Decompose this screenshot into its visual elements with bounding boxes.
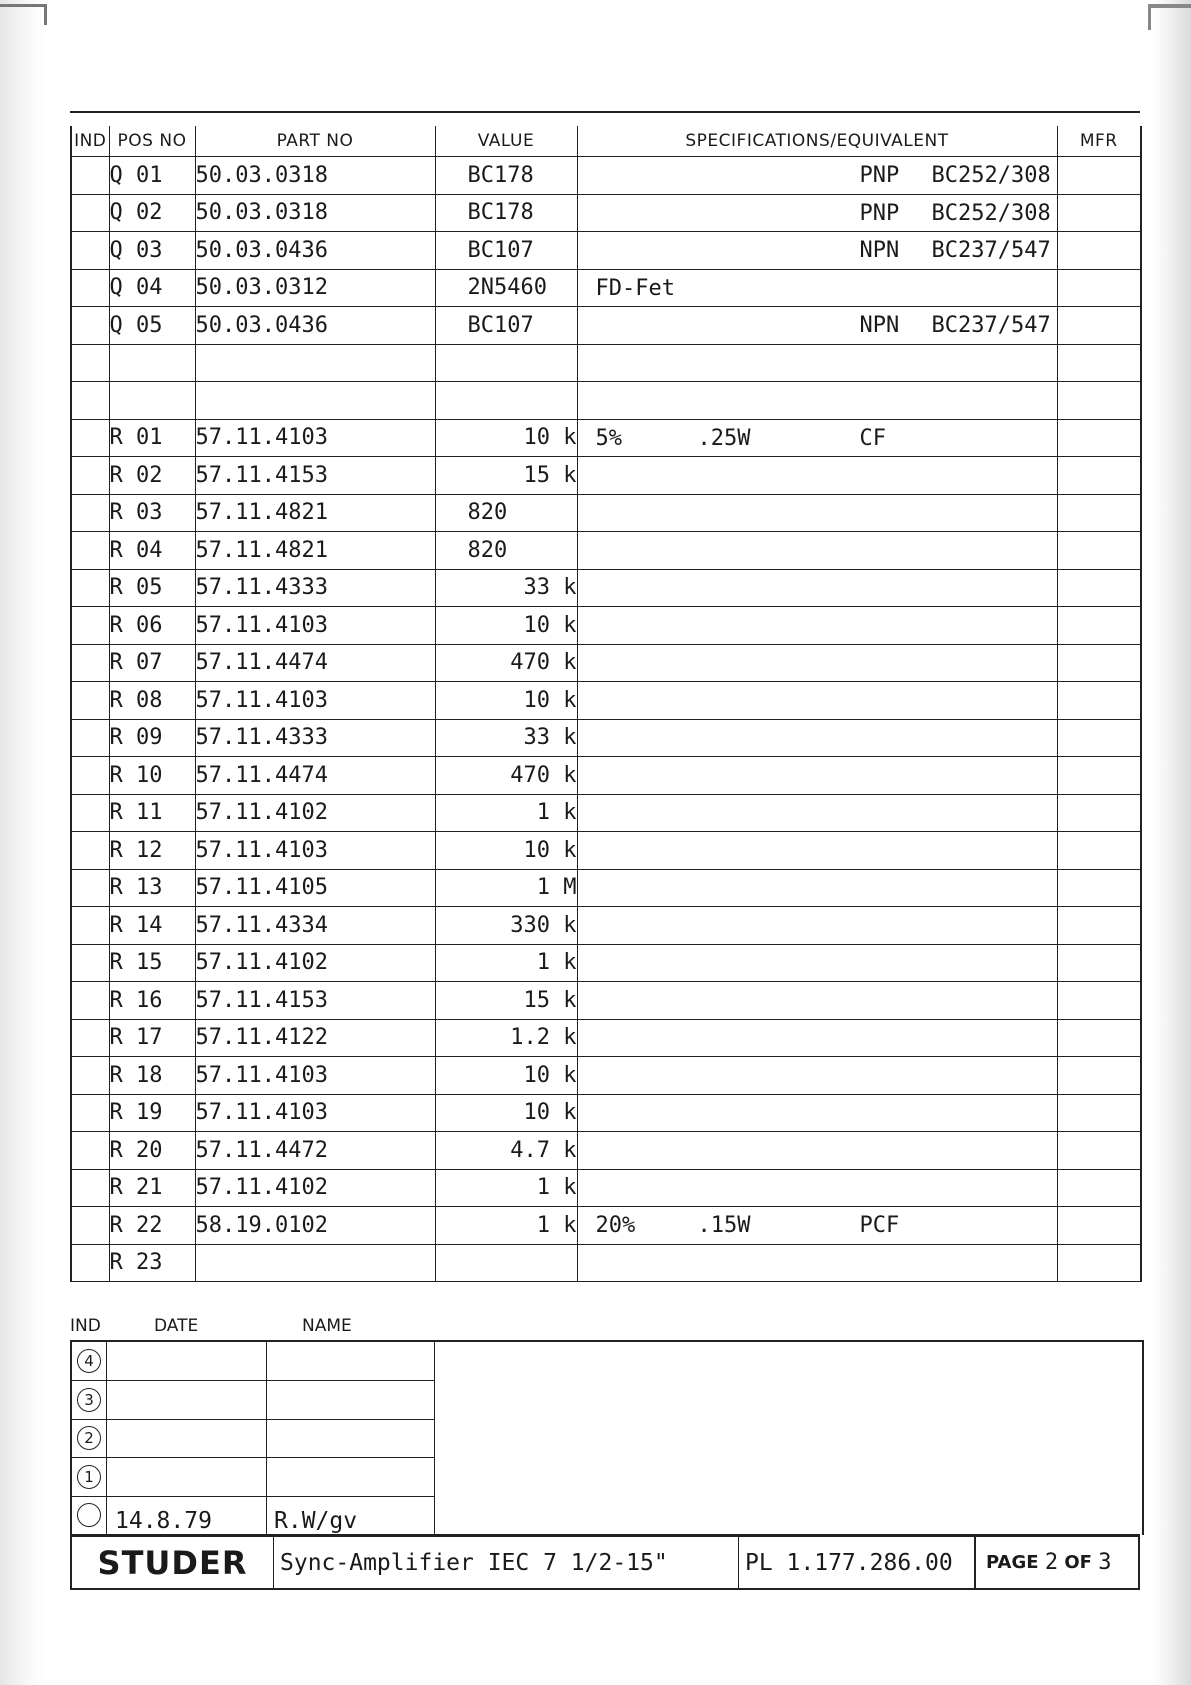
table-row — [71, 569, 1141, 607]
cell-part-no: 50.03.0436 — [195, 307, 435, 345]
table-row — [71, 1244, 1141, 1282]
cell-pos-no: R 03 — [109, 494, 195, 532]
studer-logo: STUDER — [72, 1537, 274, 1588]
spec-tolerance: 20% — [595, 1213, 636, 1238]
cell-mfr — [1057, 569, 1141, 607]
cell-specifications — [577, 1244, 1057, 1282]
cell-specifications — [577, 1019, 1057, 1057]
cell-part-no: 57.11.4103 — [195, 607, 435, 645]
spec-equivalent: BC252/308 — [931, 163, 1051, 188]
table-row — [71, 494, 1141, 532]
scan-corner-mark — [0, 4, 47, 25]
page-indicator — [976, 1537, 1137, 1588]
spec-wattage: .25W — [697, 425, 751, 451]
table-header-row — [71, 126, 1141, 157]
revision-name — [268, 1342, 435, 1380]
header-part-no: PART NO — [195, 126, 435, 157]
cell-pos-no — [109, 382, 195, 420]
revision-index-circle: 2 — [77, 1426, 101, 1450]
cell-specifications — [577, 532, 1057, 570]
revision-date — [107, 1342, 267, 1380]
cell-ind — [71, 1132, 109, 1170]
cell-specifications — [577, 569, 1057, 607]
cell-specifications — [577, 907, 1057, 945]
table-row — [71, 757, 1141, 795]
cell-specifications — [577, 757, 1057, 795]
top-rule — [70, 111, 1140, 113]
cell-pos-no — [109, 344, 195, 382]
cell-mfr — [1057, 907, 1141, 945]
cell-ind — [71, 494, 109, 532]
cell-ind — [71, 682, 109, 720]
cell-ind — [71, 157, 109, 195]
cell-value: 10 k — [435, 607, 577, 645]
table-row — [71, 982, 1141, 1020]
table-row — [71, 644, 1141, 682]
revision-name: R.W/gv — [268, 1496, 435, 1534]
cell-specifications — [577, 832, 1057, 870]
cell-specifications — [577, 1057, 1057, 1095]
table-row — [71, 419, 1141, 457]
revision-date — [107, 1419, 267, 1457]
table-row — [71, 719, 1141, 757]
cell-pos-no: Q 04 — [109, 269, 195, 307]
cell-pos-no: R 08 — [109, 682, 195, 720]
table-row — [71, 832, 1141, 870]
cell-specifications — [577, 494, 1057, 532]
cell-value: 10 k — [435, 1094, 577, 1132]
revision-index-circle — [77, 1503, 101, 1527]
cell-mfr — [1057, 1207, 1141, 1245]
cell-value: 4.7 k — [435, 1132, 577, 1170]
table-row — [71, 1169, 1141, 1207]
cell-value: 1 k — [435, 1207, 577, 1245]
cell-mfr — [1057, 269, 1141, 307]
cell-mfr — [1057, 682, 1141, 720]
table-row — [71, 869, 1141, 907]
cell-ind — [71, 269, 109, 307]
cell-pos-no: R 20 — [109, 1132, 195, 1170]
cell-mfr — [1057, 607, 1141, 645]
cell-ind — [71, 1207, 109, 1245]
revision-row — [72, 1419, 435, 1458]
cell-part-no: 57.11.4474 — [195, 757, 435, 795]
cell-pos-no: R 19 — [109, 1094, 195, 1132]
cell-pos-no: R 18 — [109, 1057, 195, 1095]
cell-ind — [71, 794, 109, 832]
cell-specifications — [577, 232, 1057, 270]
cell-specifications — [577, 869, 1057, 907]
cell-part-no: 58.19.0102 — [195, 1207, 435, 1245]
page-total: 3 — [1098, 1550, 1112, 1575]
cell-value: 820 — [435, 494, 577, 532]
cell-pos-no: R 02 — [109, 457, 195, 495]
revision-name — [268, 1381, 435, 1419]
cell-ind — [71, 869, 109, 907]
cell-ind — [71, 719, 109, 757]
cell-mfr — [1057, 644, 1141, 682]
cell-ind — [71, 982, 109, 1020]
cell-part-no — [195, 382, 435, 420]
spec-tolerance: 5% — [595, 425, 622, 451]
cell-part-no: 57.11.4122 — [195, 1019, 435, 1057]
cell-pos-no: Q 02 — [109, 194, 195, 232]
cell-specifications — [577, 307, 1057, 345]
cell-mfr — [1057, 382, 1141, 420]
spec-equivalent: BC237/547 — [931, 313, 1051, 338]
revision-index-circle: 1 — [77, 1465, 101, 1489]
cell-specifications — [577, 944, 1057, 982]
cell-specifications — [577, 457, 1057, 495]
cell-value: 820 — [435, 532, 577, 570]
parts-list-body — [71, 157, 1141, 1282]
header-mfr: MFR — [1057, 126, 1141, 157]
cell-part-no: 50.03.0318 — [195, 157, 435, 195]
revision-name — [268, 1419, 435, 1457]
cell-part-no: 57.11.4472 — [195, 1132, 435, 1170]
spec-type: PNP — [859, 163, 900, 188]
cell-value: 1 M — [435, 869, 577, 907]
cell-value: 470 k — [435, 644, 577, 682]
cell-value: 10 k — [435, 832, 577, 870]
cell-pos-no: R 11 — [109, 794, 195, 832]
header-value: VALUE — [435, 126, 577, 157]
spec-equivalent: BC237/547 — [931, 238, 1051, 263]
cell-mfr — [1057, 1019, 1141, 1057]
cell-specifications — [577, 194, 1057, 232]
cell-value: BC178 — [435, 194, 577, 232]
page-label: PAGE — [986, 1552, 1039, 1573]
cell-value — [435, 382, 577, 420]
cell-part-no: 57.11.4105 — [195, 869, 435, 907]
revision-row — [72, 1496, 435, 1534]
spec-type: PCF — [859, 1213, 900, 1238]
revision-date — [107, 1381, 267, 1419]
cell-pos-no: R 04 — [109, 532, 195, 570]
revision-header-name: NAME — [302, 1316, 352, 1336]
cell-part-no — [195, 1244, 435, 1282]
cell-specifications — [577, 344, 1057, 382]
cell-part-no: 57.11.4153 — [195, 982, 435, 1020]
cell-pos-no: R 16 — [109, 982, 195, 1020]
table-row — [71, 907, 1141, 945]
cell-value: 1.2 k — [435, 1019, 577, 1057]
cell-pos-no: R 14 — [109, 907, 195, 945]
cell-value: BC107 — [435, 232, 577, 270]
revision-header-ind: IND — [70, 1316, 101, 1336]
cell-part-no: 57.11.4333 — [195, 719, 435, 757]
revision-header-date: DATE — [154, 1316, 199, 1336]
spec-tolerance: FD-Fet — [595, 275, 675, 301]
table-row — [71, 1094, 1141, 1132]
cell-pos-no: R 05 — [109, 569, 195, 607]
cell-mfr — [1057, 982, 1141, 1020]
cell-specifications — [577, 269, 1057, 307]
cell-pos-no: R 12 — [109, 832, 195, 870]
cell-pos-no: R 09 — [109, 719, 195, 757]
cell-part-no: 57.11.4333 — [195, 569, 435, 607]
cell-part-no: 57.11.4103 — [195, 419, 435, 457]
table-row — [71, 532, 1141, 570]
revision-row — [72, 1458, 435, 1497]
table-row — [71, 682, 1141, 720]
cell-ind — [71, 607, 109, 645]
cell-ind — [71, 1094, 109, 1132]
cell-specifications — [577, 982, 1057, 1020]
scan-corner-mark — [1148, 4, 1191, 30]
cell-ind — [71, 907, 109, 945]
cell-specifications — [577, 719, 1057, 757]
cell-mfr — [1057, 532, 1141, 570]
cell-mfr — [1057, 1057, 1141, 1095]
cell-value: 33 k — [435, 719, 577, 757]
cell-pos-no: R 13 — [109, 869, 195, 907]
spec-type: NPN — [859, 238, 900, 263]
cell-specifications — [577, 682, 1057, 720]
cell-ind — [71, 832, 109, 870]
table-row — [71, 194, 1141, 232]
cell-pos-no: R 10 — [109, 757, 195, 795]
cell-part-no: 57.11.4102 — [195, 794, 435, 832]
cell-part-no: 57.11.4153 — [195, 457, 435, 495]
cell-pos-no: Q 03 — [109, 232, 195, 270]
cell-ind — [71, 1244, 109, 1282]
table-row — [71, 1019, 1141, 1057]
cell-pos-no: R 01 — [109, 419, 195, 457]
cell-mfr — [1057, 1132, 1141, 1170]
cell-ind — [71, 194, 109, 232]
cell-part-no: 57.11.4474 — [195, 644, 435, 682]
cell-mfr — [1057, 194, 1141, 232]
revision-name — [268, 1458, 435, 1496]
revision-row — [72, 1381, 435, 1420]
cell-mfr — [1057, 794, 1141, 832]
revision-row — [72, 1342, 435, 1381]
cell-specifications — [577, 382, 1057, 420]
revision-index-cell — [72, 1381, 107, 1419]
cell-part-no: 57.11.4103 — [195, 832, 435, 870]
cell-ind — [71, 532, 109, 570]
cell-ind — [71, 419, 109, 457]
cell-value: BC178 — [435, 157, 577, 195]
table-row — [71, 269, 1141, 307]
cell-part-no: 50.03.0436 — [195, 232, 435, 270]
cell-mfr — [1057, 869, 1141, 907]
cell-value: 1 k — [435, 794, 577, 832]
revision-index-cell — [72, 1496, 107, 1534]
cell-value: 15 k — [435, 457, 577, 495]
cell-ind — [71, 569, 109, 607]
cell-part-no: 57.11.4103 — [195, 682, 435, 720]
cell-ind — [71, 232, 109, 270]
revision-index-cell — [72, 1342, 107, 1380]
cell-part-no: 50.03.0318 — [195, 194, 435, 232]
cell-value: BC107 — [435, 307, 577, 345]
parts-list-table — [70, 126, 1142, 1282]
table-row — [71, 794, 1141, 832]
cell-mfr — [1057, 232, 1141, 270]
cell-part-no: 57.11.4334 — [195, 907, 435, 945]
cell-ind — [71, 307, 109, 345]
cell-value: 330 k — [435, 907, 577, 945]
cell-mfr — [1057, 494, 1141, 532]
cell-mfr — [1057, 944, 1141, 982]
cell-value: 10 k — [435, 419, 577, 457]
table-row — [71, 944, 1141, 982]
cell-part-no: 57.11.4102 — [195, 944, 435, 982]
cell-part-no: 57.11.4103 — [195, 1094, 435, 1132]
spec-wattage: .15W — [697, 1213, 751, 1238]
cell-mfr — [1057, 1244, 1141, 1282]
cell-part-no — [195, 344, 435, 382]
scan-edge-right — [1151, 0, 1191, 1685]
of-label: OF — [1064, 1552, 1092, 1573]
spec-type: NPN — [859, 313, 900, 338]
revision-date — [107, 1458, 267, 1496]
table-row — [71, 457, 1141, 495]
table-row — [71, 1207, 1141, 1245]
cell-mfr — [1057, 1169, 1141, 1207]
cell-ind — [71, 382, 109, 420]
cell-ind — [71, 644, 109, 682]
page-number: 2 — [1044, 1550, 1059, 1575]
spec-type: PNP — [859, 200, 900, 226]
cell-specifications — [577, 644, 1057, 682]
cell-value: 1 k — [435, 1169, 577, 1207]
table-row — [71, 232, 1141, 270]
cell-part-no: 57.11.4103 — [195, 1057, 435, 1095]
cell-mfr — [1057, 719, 1141, 757]
cell-ind — [71, 757, 109, 795]
cell-pos-no: R 07 — [109, 644, 195, 682]
cell-specifications — [577, 157, 1057, 195]
cell-mfr — [1057, 832, 1141, 870]
cell-mfr — [1057, 344, 1141, 382]
cell-specifications — [577, 794, 1057, 832]
revision-index-cell — [72, 1419, 107, 1457]
cell-ind — [71, 1019, 109, 1057]
parts-list-number: PL 1.177.286.00 — [739, 1537, 976, 1588]
cell-pos-no: R 22 — [109, 1207, 195, 1245]
spec-type: CF — [859, 425, 886, 451]
cell-pos-no: R 17 — [109, 1019, 195, 1057]
table-row — [71, 382, 1141, 420]
cell-mfr — [1057, 757, 1141, 795]
revision-index-circle: 3 — [77, 1388, 101, 1412]
table-row — [71, 307, 1141, 345]
cell-value — [435, 344, 577, 382]
table-row — [71, 1132, 1141, 1170]
revision-block — [70, 1340, 1144, 1535]
cell-specifications — [577, 419, 1057, 457]
cell-pos-no: R 23 — [109, 1244, 195, 1282]
cell-specifications — [577, 1169, 1057, 1207]
cell-ind — [71, 944, 109, 982]
cell-ind — [71, 1169, 109, 1207]
cell-value: 10 k — [435, 1057, 577, 1095]
table-row — [71, 157, 1141, 195]
cell-part-no: 50.03.0312 — [195, 269, 435, 307]
cell-value: 33 k — [435, 569, 577, 607]
revision-date: 14.8.79 — [107, 1496, 267, 1534]
cell-specifications — [577, 1132, 1057, 1170]
cell-specifications — [577, 1207, 1057, 1245]
cell-pos-no: Q 01 — [109, 157, 195, 195]
cell-value: 1 k — [435, 944, 577, 982]
table-row — [71, 344, 1141, 382]
scan-edge-left — [0, 0, 44, 1685]
cell-value: 15 k — [435, 982, 577, 1020]
title-block — [70, 1534, 1140, 1590]
cell-part-no: 57.11.4821 — [195, 494, 435, 532]
cell-mfr — [1057, 419, 1141, 457]
cell-value — [435, 1244, 577, 1282]
document-description: Sync-Amplifier IEC 7 1/2-15" — [274, 1537, 739, 1588]
cell-ind — [71, 344, 109, 382]
cell-part-no: 57.11.4102 — [195, 1169, 435, 1207]
cell-specifications — [577, 1094, 1057, 1132]
cell-pos-no: R 21 — [109, 1169, 195, 1207]
table-row — [71, 1057, 1141, 1095]
cell-part-no: 57.11.4821 — [195, 532, 435, 570]
header-ind: IND — [71, 126, 109, 157]
cell-pos-no: R 15 — [109, 944, 195, 982]
cell-mfr — [1057, 457, 1141, 495]
cell-mfr — [1057, 307, 1141, 345]
cell-mfr — [1057, 157, 1141, 195]
header-specifications: SPECIFICATIONS/EQUIVALENT — [577, 126, 1057, 157]
cell-specifications — [577, 607, 1057, 645]
cell-pos-no: R 06 — [109, 607, 195, 645]
table-row — [71, 607, 1141, 645]
cell-ind — [71, 1057, 109, 1095]
header-pos-no: POS NO — [109, 126, 195, 157]
revision-index-cell — [72, 1458, 107, 1496]
cell-value: 10 k — [435, 682, 577, 720]
cell-pos-no: Q 05 — [109, 307, 195, 345]
revision-index-circle: 4 — [77, 1349, 101, 1373]
cell-ind — [71, 457, 109, 495]
spec-equivalent: BC252/308 — [931, 200, 1051, 226]
cell-mfr — [1057, 1094, 1141, 1132]
cell-value: 2N5460 — [435, 269, 577, 307]
cell-value: 470 k — [435, 757, 577, 795]
revision-header — [70, 1316, 1140, 1340]
